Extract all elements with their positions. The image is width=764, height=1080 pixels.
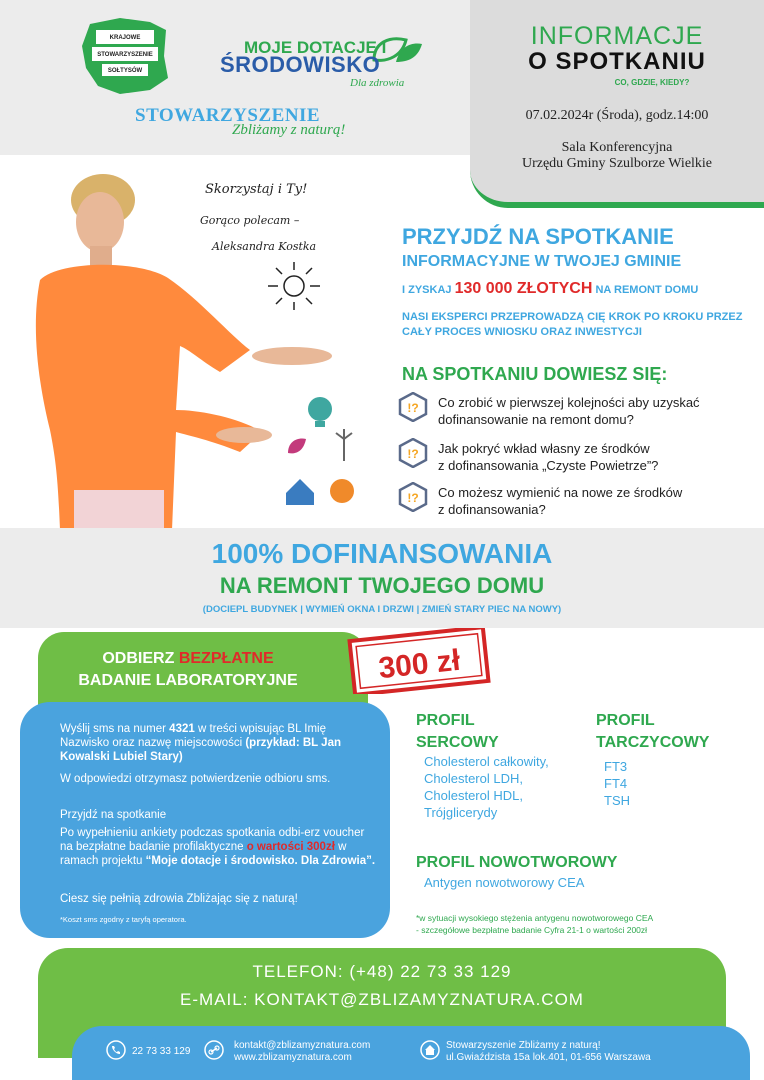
logo-line-3: SOŁTYSÓW <box>107 68 143 74</box>
sun-doodle-icon <box>262 258 326 314</box>
headline-zyskaj <box>402 280 698 298</box>
zyskaj-pre: I ZYSKAJ <box>402 284 455 296</box>
krajowe-stowarzyszenie-logo <box>80 16 170 96</box>
moje-dotacje-line3: Dla zdrowia <box>350 77 405 89</box>
zyskaj-post: NA REMONT DOMU <box>592 284 699 296</box>
footer-address: Stowarzyszenie Zbliżamy z naturą! ul.Gwiaździsta 15a lok.401, 01-656 Warszawa <box>446 1040 651 1063</box>
question-hexagon-icon <box>398 438 428 468</box>
phone-icon <box>106 1040 126 1060</box>
headline-informacyjne: INFORMACYJNE W TWOJEJ GMINIE <box>402 253 682 270</box>
footer-www[interactable]: www.zblizamyznatura.com <box>234 1052 352 1063</box>
profile-tarczycowy-title: PROFIL TARCZYCOWY <box>596 712 710 751</box>
sms-step-1: Wyślij sms na numer 4321 w treści wpisując BL Imię Nazwisko oraz nazwę miejscowości (przykład: BL Jan Kowalski Lubiel Stary) <box>60 723 341 763</box>
odbierz-line-2: BADANIE LABORATORYJNE <box>78 672 298 689</box>
profile-sercowy-items: Cholesterol całkowity, Cholesterol LDH, Cholesterol HDL, Trójglicerydy <box>424 754 549 820</box>
meeting-place-1: Sala Konferencyjna <box>561 140 673 155</box>
sms-cost-note: *Koszt sms zgodny z taryfą operatora. <box>60 915 187 924</box>
zyskaj-amount: 130 000 ZŁOTYCH <box>454 280 593 297</box>
question-hexagon-icon <box>398 392 428 422</box>
question-3: Co możesz wymienić na nowe ze środków z dofinansowania? <box>438 485 683 517</box>
svg-text:!?: !? <box>407 491 419 505</box>
headline-przyjdz: PRZYJDŹ NA SPOTKANIE <box>402 224 674 249</box>
globe-icon <box>330 479 354 503</box>
info-subtitle: CO, GDZIE, KIEDY? <box>614 78 690 87</box>
sms-step-2: W odpowiedzi otrzymasz potwierdzenie odbioru sms. <box>60 773 331 785</box>
home-icon <box>420 1040 440 1060</box>
price-stamp <box>344 628 494 694</box>
question-1: Co zrobić w pierwszej kolejności aby uzyskać dofinansowanie na remont domu? <box>438 395 700 427</box>
sms-step-5: Ciesz się pełnią zdrowia Zbliżając się z naturą! <box>60 893 298 905</box>
footer-phone[interactable]: 22 73 33 129 <box>132 1046 191 1057</box>
handwriting-line-3: Aleksandra Kostka <box>212 240 317 253</box>
house-icon <box>286 479 314 505</box>
eco-icons-group <box>280 395 360 510</box>
wind-turbine-icon <box>336 429 352 461</box>
profile-tarczycowy-items: FT3 FT4 TSH <box>604 759 630 808</box>
info-title-1: INFORMACJE <box>530 22 704 50</box>
profile-sercowy-title: PROFIL SERCOWY <box>416 712 499 751</box>
dofinansowanie-subtitle: NA REMONT TWOJEGO DOMU <box>219 573 545 598</box>
odbierz-box <box>38 632 368 710</box>
info-title-2: O SPOTKANIU <box>528 48 706 75</box>
sms-step-4: Po wypełnieniu ankiety podczas spotkania odbi-erz voucher na bezpłatne badanie profilaktyczne o wartości 300zł w ramach projektu “Moje dotacje i środowisko. Dla Zdrowia”. <box>60 827 376 867</box>
meeting-date: 07.02.2024r (Środa), godz.14:00 <box>525 108 709 123</box>
dofinansowanie-details: (DOCIEPL BUDYNEK | WYMIEŃ OKNA I DRZWI | ZMIEŃ STARY PIEC NA NOWY) <box>202 604 562 615</box>
plug-leaf-icon <box>288 439 306 454</box>
footer-web-links <box>234 1040 370 1064</box>
contact-phone[interactable]: TELEFON: (+48) 22 73 33 129 <box>252 962 512 981</box>
question-hexagon-icon <box>398 482 428 512</box>
profile-note: *w sytuacji wysokiego stężenia antygenu nowotworowego CEA - szczegółowe bezpłatne badanie Cyfra 21-1 o wartości 200zł <box>416 913 654 935</box>
question-2: Jak pokryć wkład własny ze środków z dofinansowania „Czyste Powietrze”? <box>438 441 659 473</box>
moje-dotacje-line2: ŚRODOWISKO <box>220 52 381 77</box>
logo-line-2: STOWARZYSZENIE <box>97 52 153 58</box>
stowarzyszenie-slogan: Zbliżamy z naturą! <box>232 122 346 138</box>
sms-step-3: Przyjdź na spotkanie <box>60 809 167 821</box>
profile-nowotworowy-title: PROFIL NOWOTWOROWY <box>416 854 618 871</box>
contact-email[interactable]: E-MAIL: KONTAKT@ZBLIZAMYZNATURA.COM <box>180 990 584 1009</box>
svg-text:!?: !? <box>407 401 419 415</box>
odbierz-line-1: ODBIERZ BEZPŁATNE <box>102 650 274 667</box>
headline-dowiesz: NA SPOTKANIU DOWIESZ SIĘ: <box>402 364 668 384</box>
meeting-place-2: Urzędu Gminy Szulborze Wielkie <box>521 156 713 171</box>
logo-line-1: KRAJOWE <box>109 35 141 41</box>
stowarzyszenie-title: STOWARZYSZENIE <box>135 105 321 126</box>
headline-eksperci: NASI EKSPERCI PRZEPROWADZĄ CIĘ KROK PO KROKU PRZEZ CAŁY PROCES WNIOSKU ORAZ INWESTYCJI <box>402 311 743 338</box>
dofinansowanie-title: 100% DOFINANSOWANIA <box>211 538 553 569</box>
stamp-value: 300 zł <box>376 643 462 686</box>
handwriting-line-1: Skorzystaj i Ty! <box>205 182 308 197</box>
footer-email[interactable]: kontakt@zblizamyznatura.com <box>234 1040 371 1051</box>
svg-text:!?: !? <box>407 447 419 461</box>
link-icon <box>204 1040 224 1060</box>
bulb-icon <box>308 397 332 427</box>
moje-dotacje-line1: MOJE DOTACJE I <box>244 38 387 57</box>
profile-nowotworowy-item: Antygen nowotworowy CEA <box>424 875 585 890</box>
handwriting-line-2: Gorąco polecam – <box>200 214 300 227</box>
